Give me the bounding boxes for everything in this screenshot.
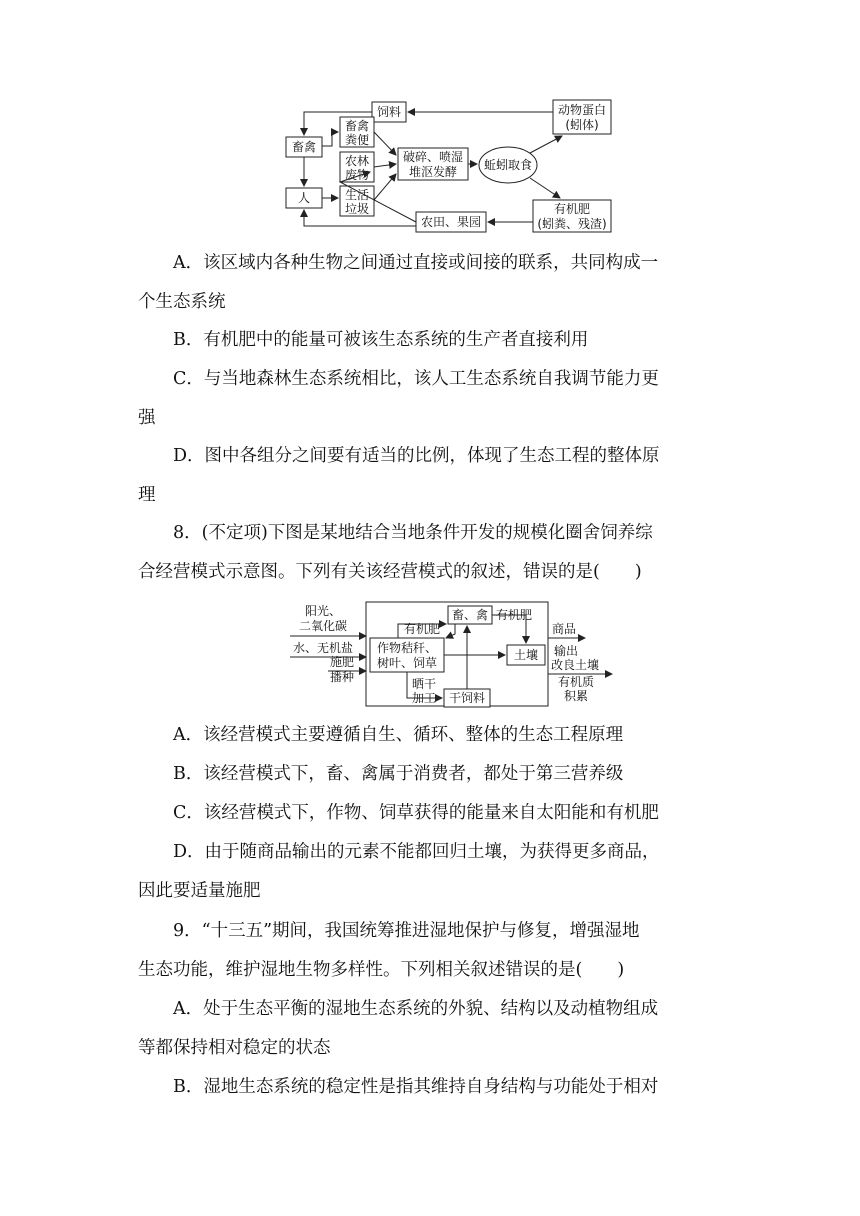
pen-feeding-diagram xyxy=(290,602,612,707)
arrow-earthworm-fertilizer xyxy=(530,178,560,198)
feed-label: 饲料 xyxy=(376,105,402,119)
crops-label-2: 树叶、饲草 xyxy=(376,656,438,670)
output-label-1: 商品 xyxy=(552,622,577,636)
q8-stem-line-1: 8．(不定项)下图是某地结合当地条件开发的规模化圈舍饲养综 xyxy=(173,523,653,543)
earthworm-cycle-diagram xyxy=(286,100,611,232)
output-label-5: 积累 xyxy=(564,689,589,703)
earthworm-label: 蚯蚓取食 xyxy=(483,158,533,172)
q9-stem-line-1: 9．“十三五”期间，我国统筹推进湿地保护与修复，增强湿地 xyxy=(173,921,640,941)
q9-stem xyxy=(138,912,738,989)
crush-label-1: 破碎、喷湿 xyxy=(402,150,464,164)
input-label-5: 播种 xyxy=(329,670,355,684)
agri-waste-label-2: 废物 xyxy=(344,168,370,182)
fertilizer-label-2: (蚓粪、残渣) xyxy=(537,217,607,231)
garbage-label-1: 生活 xyxy=(344,188,370,202)
crops-label-1: 作物秸秆、 xyxy=(376,641,438,655)
arrow-garbage-crush xyxy=(374,174,396,200)
arrow-waste-crush xyxy=(374,164,396,167)
q9-stem-line-2: 生态功能，维护湿地生物多样性。下列相关叙述错误的是( ) xyxy=(138,959,625,980)
q8-a-line: A．该经营模式主要遵循自生、循环、整体的生态工程原理 xyxy=(173,725,624,745)
q9-option-b xyxy=(138,1068,738,1107)
q8-option-b xyxy=(138,755,738,794)
q7-a-line-2: 个生态系统 xyxy=(138,291,226,312)
q8-option-a xyxy=(138,716,738,755)
arrow-manure-crush xyxy=(374,132,396,155)
farmland-label: 农田、果园 xyxy=(420,215,482,229)
q7-d-line-1: D．图中各组分之间要有适当的比例，体现了生态工程的整体原 xyxy=(173,446,660,466)
q8-b-line: B．该经营模式下，畜、禽属于消费者，都处于第三营养级 xyxy=(173,764,624,784)
q9-a-line-2: 等都保持相对稳定的状态 xyxy=(138,1037,331,1058)
q7-option-a xyxy=(138,244,738,321)
fertilizer-top-label: 有机肥 xyxy=(495,608,533,622)
q8-stem xyxy=(138,514,738,591)
dry-label-1: 晒干 xyxy=(411,677,437,691)
arrow-earthworm-protein xyxy=(530,136,562,153)
manure-label-1: 畜禽 xyxy=(344,119,370,133)
q7-d-line-2: 理 xyxy=(138,484,156,505)
manure-label-2: 粪便 xyxy=(344,133,370,147)
input-label-4: 施肥 xyxy=(329,655,355,669)
output-label-4: 有机质 xyxy=(558,675,595,689)
crush-label-2: 堆沤发酵 xyxy=(408,165,458,179)
q7-c-line-1: C．与当地森林生态系统相比，该人工生态系统自我调节能力更 xyxy=(173,369,659,389)
input-label-1: 阳光、 xyxy=(304,604,342,618)
protein-label-1: 动物蛋白 xyxy=(557,103,607,117)
livestock-label: 畜禽 xyxy=(291,140,317,154)
fertilizer-label-1: 有机肥 xyxy=(553,202,591,216)
q8-stem-line-2: 合经营模式示意图。下列有关该经营模式的叙述，错误的是( ) xyxy=(138,561,642,582)
q7-option-b xyxy=(138,321,738,360)
livestock-label-2: 畜、禽 xyxy=(451,608,489,622)
q9-option-a xyxy=(138,990,738,1067)
q7-option-c xyxy=(138,360,738,437)
output-label-2: 输出 xyxy=(554,644,579,658)
arrow-livestock-manure xyxy=(322,132,338,146)
q8-d-line-1: D．由于随商品输出的元素不能都回归土壤，为获得更多商品， xyxy=(173,842,660,862)
output-label-3: 改良土壤 xyxy=(551,658,600,672)
q8-c-line: C．该经营模式下，作物、饲草获得的能量来自太阳能和有机肥 xyxy=(173,803,659,823)
agri-waste-label-1: 农林 xyxy=(344,154,370,168)
q7-a-line-1: A．该区域内各种生物之间通过直接或间接的联系，共同构成一 xyxy=(173,253,659,273)
dry-feed-label: 干饲料 xyxy=(448,691,486,705)
q9-b-line-1: B．湿地生态系统的稳定性是指其维持自身结构与功能处于相对 xyxy=(173,1077,659,1097)
q8-d-line-2: 因此要适量施肥 xyxy=(138,880,261,901)
q7-b-line-1: B．有机肥中的能量可被该生态系统的生产者直接利用 xyxy=(173,330,589,350)
q7-c-line-2: 强 xyxy=(138,407,156,428)
input-label-2: 二氧化碳 xyxy=(298,619,348,633)
q8-option-c xyxy=(138,794,738,833)
soil-label: 土壤 xyxy=(513,648,539,662)
garbage-label-2: 垃圾 xyxy=(344,202,370,216)
protein-label-2: (蚓体) xyxy=(565,118,599,132)
q7-option-d xyxy=(138,437,738,514)
human-label: 人 xyxy=(297,191,311,205)
q9-a-line-1: A．处于生态平衡的湿地生态系统的外貌、结构以及动植物组成 xyxy=(173,999,659,1019)
fertilizer-left-label: 有机肥 xyxy=(403,622,441,636)
input-label-3: 水、无机盐 xyxy=(292,641,354,655)
dry-label-2: 加工 xyxy=(411,691,437,705)
q8-option-d xyxy=(138,833,738,910)
